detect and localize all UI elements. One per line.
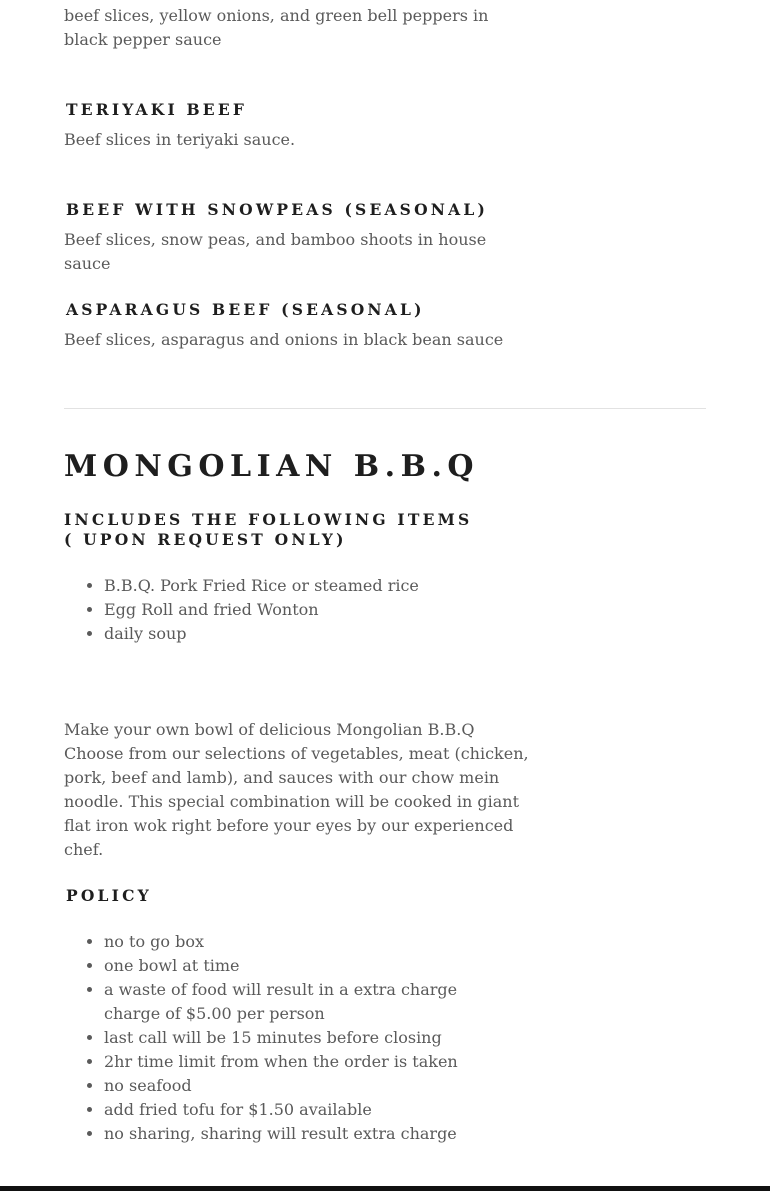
list-item: • 2hr time limit from when the order is taken — [104, 1050, 524, 1074]
list-item: • one bowl at time — [104, 954, 524, 978]
intro-paragraph: Choose from our selections of vegetables, meat (chicken, pork, beef and lamb), and sauces with our chow mein noodle. This special combination will be cooked in giant flat iron wok right before your eyes by our experienced chef. — [64, 744, 529, 859]
menu-item-title: ASPARAGUS BEEF (SEASONAL) — [66, 300, 425, 319]
menu-item-partial — [64, 4, 534, 52]
section-divider — [64, 408, 706, 409]
list-item: • last call will be 15 minutes before closing — [104, 1026, 524, 1050]
list-item: • Egg Roll and fried Wonton — [104, 598, 524, 622]
list-item: • a waste of food will result in a extra charge charge of $5.00 per person — [104, 978, 504, 1026]
menu-item-title: TERIYAKI BEEF — [66, 100, 248, 119]
mongolian-intro — [64, 718, 544, 862]
menu-item — [64, 300, 534, 352]
menu-item — [64, 200, 534, 276]
list-item: • no sharing, sharing will result extra charge — [104, 1122, 524, 1146]
menu-item — [64, 100, 534, 152]
includes-list — [64, 574, 524, 646]
intro-line: Make your own bowl of delicious Mongolian B.B.Q — [64, 720, 475, 739]
list-item: • B.B.Q. Pork Fried Rice or steamed rice — [104, 574, 524, 598]
menu-item-description: Beef slices, asparagus and onions in black bean sauce — [64, 330, 504, 349]
policy-list — [64, 930, 524, 1146]
menu-item-description: beef slices, yellow onions, and green bell peppers in black pepper sauce — [64, 6, 489, 49]
includes-heading: INCLUDES THE FOLLOWING ITEMS ( UPON REQUEST ONLY) — [64, 510, 473, 549]
policy-heading: POLICY — [66, 886, 152, 905]
list-item: • daily soup — [104, 622, 524, 646]
list-item: • no seafood — [104, 1074, 524, 1098]
menu-item-title: BEEF WITH SNOWPEAS (SEASONAL) — [66, 200, 489, 219]
section-title: MONGOLIAN B.B.Q — [64, 449, 480, 484]
list-item: • add fried tofu for $1.50 available — [104, 1098, 524, 1122]
menu-item-description: Beef slices, snow peas, and bamboo shoots in house sauce — [64, 230, 487, 273]
list-item: • no to go box — [104, 930, 524, 954]
footer-bar — [0, 1186, 770, 1191]
menu-item-description: Beef slices in teriyaki sauce. — [64, 130, 296, 149]
